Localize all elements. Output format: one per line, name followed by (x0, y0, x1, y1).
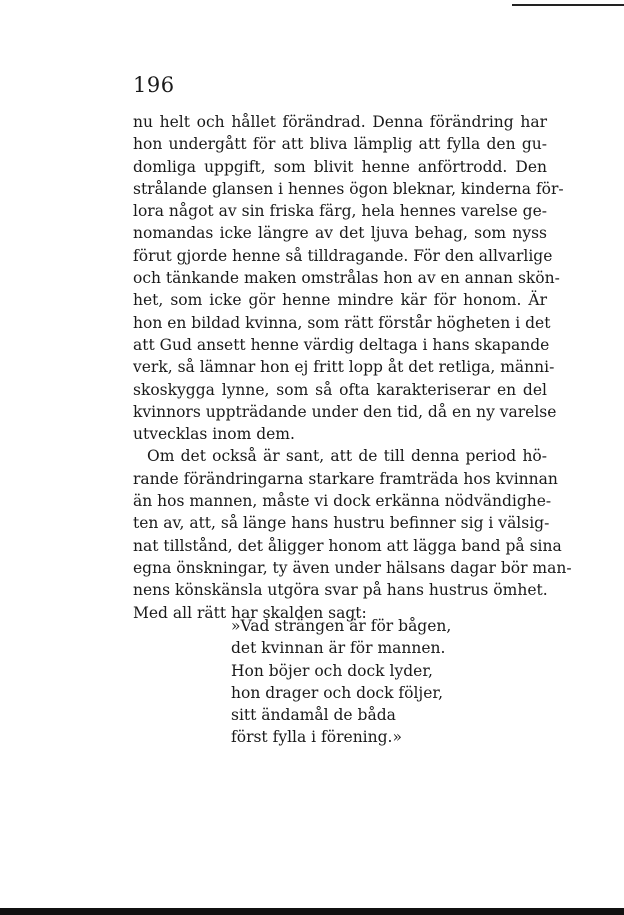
text-line: förut gjorde henne så tilldragande. För den allvarlige (133, 246, 553, 265)
text-line: egna önskningar, ty även under hälsans dagar bör man- (133, 558, 572, 577)
poem-line: sitt ändamål de båda (231, 706, 396, 725)
text-line: nat tillstånd, det åligger honom att lägga band på sina (133, 536, 562, 555)
text-line: hon undergått för att bliva lämplig att fylla den gu- (133, 135, 547, 154)
text-line: Med all rätt har skalden sagt: (133, 603, 367, 622)
text-line: att Gud ansett henne värdig deltaga i hans skapande (133, 335, 550, 354)
text-line: utvecklas inom dem. (133, 425, 295, 444)
bottom-edge-bar (0, 908, 624, 915)
text-line: rande förändringarna starkare framträda hos kvinnan (133, 469, 558, 488)
text-line: än hos mannen, måste vi dock erkänna nödvändighe- (133, 492, 552, 511)
text-line: lora något av sin friska färg, hela hennes varelse ge- (133, 202, 547, 221)
text-line: domliga uppgift, som blivit henne anförtrodd. Den (133, 157, 547, 176)
text-line: hon en bildad kvinna, som rätt förstår högheten i det (133, 313, 551, 332)
page-number: 196 (133, 73, 175, 97)
text-line: Om det också är sant, att de till denna period hö- (147, 447, 547, 466)
text-line: het, som icke gör henne mindre kär för honom. Är (133, 291, 547, 310)
text-line: nomandas icke längre av det ljuva behag, som nyss (133, 224, 547, 243)
poem-line: Hon böjer och dock lyder, (231, 661, 433, 680)
poem-line: hon drager och dock följer, (231, 683, 444, 702)
paragraph-1 (133, 111, 564, 445)
text-line: kvinnors uppträdande under den tid, då en ny varelse (133, 402, 557, 421)
top-edge-rule (512, 4, 624, 6)
text-line: verk, så lämnar hon ej fritt lopp åt det retliga, männi- (133, 358, 555, 377)
paragraph-2 (133, 445, 572, 623)
body-text (133, 111, 572, 624)
text-line: strålande glansen i hennes ögon bleknar, kinderna för- (133, 179, 564, 198)
poem-line: först fylla i förening.» (231, 728, 402, 747)
text-line: skoskygga lynne, som så ofta karakteriserar en del (133, 380, 547, 399)
poem-line: »Vad strängen är för bågen, (231, 617, 452, 635)
text-line: och tänkande maken omstrålas hon av en annan skön- (133, 269, 560, 288)
text-line: nens könskänsla utgöra svar på hans hustrus ömhet. (133, 581, 548, 600)
poem-quote (231, 615, 451, 749)
text-line: ten av, att, så länge hans hustru befinner sig i välsig- (133, 514, 550, 533)
text-line: nu helt och hållet förändrad. Denna förändring har (133, 113, 547, 131)
poem-line: det kvinnan är för mannen. (231, 639, 446, 658)
